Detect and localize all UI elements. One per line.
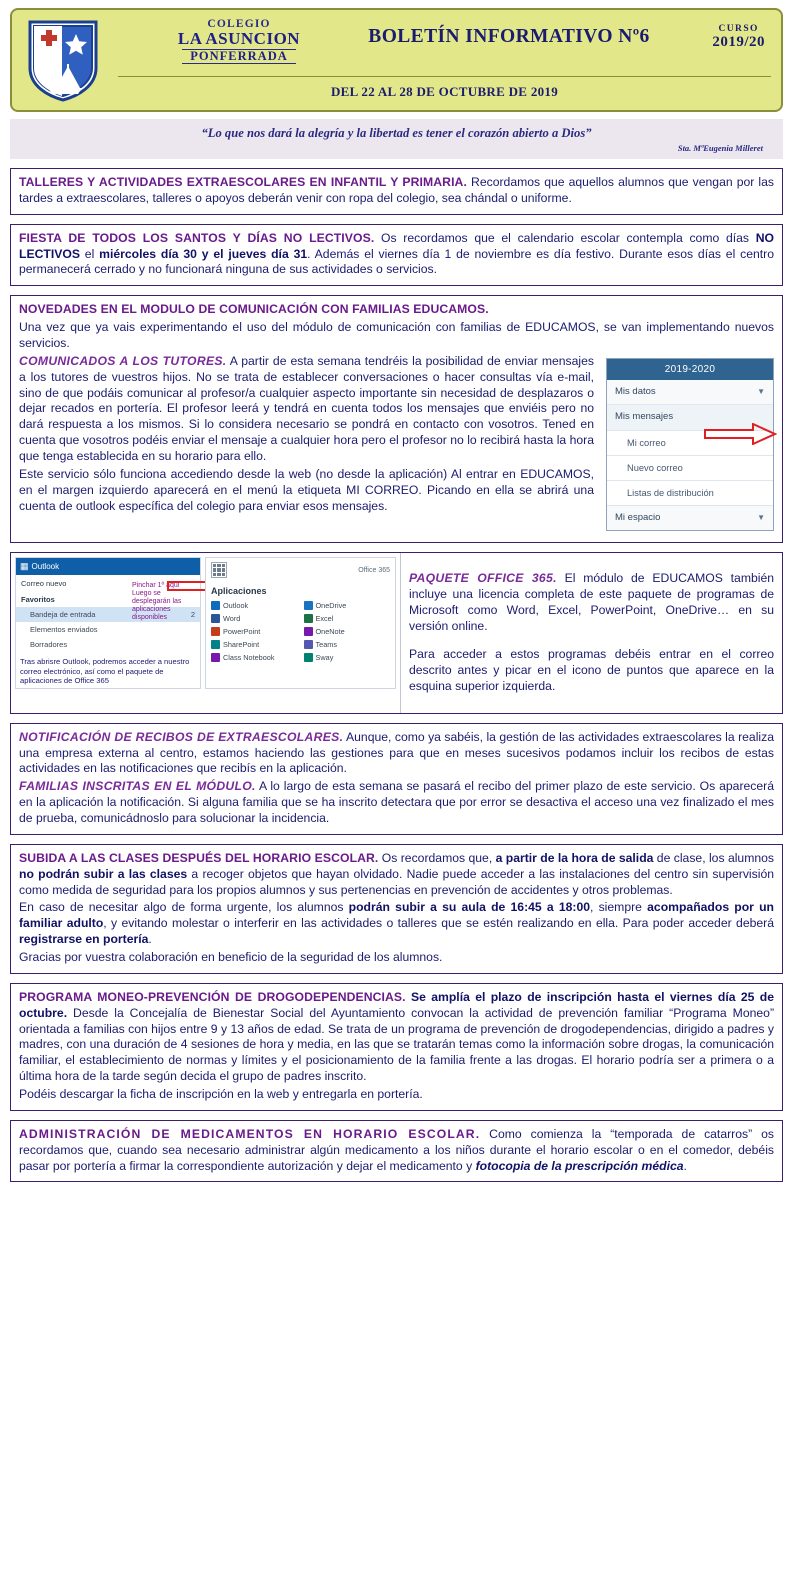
app-teams[interactable] xyxy=(304,640,391,649)
section-body-part: a recoger objetos que hayan olvidado. Nadie puede acceder a las instalaciones del centro sin supervisión como medida de seguridad para los propios alumnos y sus pertenencias en prevención de accidentes y otros problemas. xyxy=(19,866,774,897)
excel-app-icon xyxy=(304,614,313,623)
section-closing: Podéis descargar la ficha de inscripción en la web y entregarla en portería. xyxy=(19,1087,423,1102)
app-label: Class Notebook xyxy=(223,653,275,663)
app-launcher-pane xyxy=(205,557,396,688)
outlook-titlebar xyxy=(16,558,200,575)
section-body: Recordamos que aquellos alumnos que vengan por las tardes a extraescolares, talleres o apoyos deberán venir con ropa del colegio, sea chándal o uniforme. xyxy=(19,175,774,205)
sharepoint-app-icon xyxy=(211,640,220,649)
section-body-part: Desde la Concejalía de Bienestar Social del Ayuntamiento convocan la actividad de prevención familiar “Programa Moneo” orientada a familias con hijos entre 9 y 13 años de edad. Se trata de un programa de prevención de drogodependencias, dirigido a padres y madres, con una duración de 4 sesiones de hora y media, en las que se tratarán temas como la información sobre drogas, la comunicación familiar, el establecimiento de normas y límites y el posicionamiento de la familia frente a las drogas. El horario podría ser a primera o a última hora de la tarde según decida el grupo de padres inscrito. xyxy=(19,1005,774,1084)
school-name: COLEGIO LA ASUNCION PONFERRADA xyxy=(177,18,301,63)
subsection-body: El módulo de EDUCAMOS también incluye una licencia completa de este paquete de programas de Microsoft como Word, Excel, PowerPoint, OneDrive… en su versión online. xyxy=(409,571,775,633)
app-label: PowerPoint xyxy=(223,627,261,637)
emphasis-dias: miércoles día 30 y el jueves día 31 xyxy=(99,246,308,261)
subsection-body-2: A lo largo de esta semana se pasará el recibo del primer plazo de este servicio. Os aparecerá en la aplicación la notificación. Si alguna familia que se ha inscrito detectara que por error se desactiva el acceso una vez finalizado el mes de prueba, comunicádnoslo para solucionar la incidencia. xyxy=(19,779,774,826)
new-mail-label: Correo nuevo xyxy=(21,579,67,589)
header-divider xyxy=(118,76,771,77)
crest-icon xyxy=(26,18,100,102)
folder-count: 2 xyxy=(190,610,195,620)
app-onenote[interactable] xyxy=(304,627,391,636)
class-notebook-app-icon xyxy=(211,653,220,662)
menu-item-label: Mis datos xyxy=(615,385,656,397)
chevron-down-icon: ▼ xyxy=(757,386,765,396)
menu-item-nuevo-correo[interactable] xyxy=(607,456,773,481)
subsection-body-1: Aunque, como ya sabéis, la gestión de las actividades extraescolares la realiza una empresa externa al centro, estamos haciendo las gestiones para que en meses sucesivos podamos incluir los recibos de estas actividades en las notificaciones que recibís en la aplicación. xyxy=(19,729,774,776)
powerpoint-app-icon xyxy=(211,627,220,636)
subsection-body: A partir de esta semana tendréis la posibilidad de enviar mensajes a los tutores de vuestros hijos. No se trata de establecer conversaciones o hacer consultas vía e-mail, sino de que podáis comunicar al profesor/a cualquier aspecto importante sin necesidad de desplazaros o dejar recados en portería. El profesor leerá y tendrá en cuenta todos los mensajes que enviéis pero no dará respuesta a los mismos. Si lo considera necesario se pondrá en contacto con vosotros. Tened en cuenta que vosotros podéis enviar el mensaje a cualquier hora pero el profesor no lo recibirá hasta la hora que tenga establecida en su horario para ello. xyxy=(19,353,594,464)
section-heading: NOVEDADES EN EL MODULO DE COMUNICACIÓN CON FAMILIAS EDUCAMOS. xyxy=(19,302,489,317)
section-body-part: . xyxy=(148,932,152,947)
chevron-down-icon: ▼ xyxy=(757,512,765,522)
header-date-range: DEL 22 AL 28 DE OCTUBRE DE 2019 xyxy=(330,84,559,99)
waffle-grid-icon[interactable] xyxy=(211,562,227,578)
emphasis-hora-salida: a partir de la hora de salida xyxy=(495,850,654,865)
educamos-menu-screenshot xyxy=(606,358,774,531)
app-excel[interactable] xyxy=(304,614,391,623)
section-intro: Una vez que ya vais experimentando el uso del módulo de comunicación con familias de EDUCAMOS, se van implementando nuevos servicios. xyxy=(19,320,774,351)
favorites-header: Favoritos xyxy=(21,595,55,605)
menu-item-mis-datos[interactable] xyxy=(607,380,773,405)
emphasis-plazo: Se amplía el plazo de inscripción hasta el viernes día 25 de octubre. xyxy=(19,989,774,1020)
folder-sent[interactable] xyxy=(16,622,200,637)
section-body-part: el xyxy=(79,246,100,261)
section-moneo xyxy=(10,983,783,1111)
emphasis-no-lectivos: NO LECTIVOS xyxy=(19,230,774,261)
outlook-pane xyxy=(15,557,201,688)
word-app-icon xyxy=(211,614,220,623)
section-body-part: , y evitando molestar o interferir en las actividades o talleres que se estén realizando en ella. Para poder acceder deberá xyxy=(103,916,774,931)
app-onedrive[interactable] xyxy=(304,601,391,610)
outlook-app-icon xyxy=(211,601,220,610)
app-powerpoint[interactable] xyxy=(211,627,298,636)
menu-item-label: Mi correo xyxy=(627,437,666,448)
document-header xyxy=(10,8,783,112)
subsection-heading: PAQUETE OFFICE 365. xyxy=(409,571,557,586)
subsection-heading-2: FAMILIAS INSCRITAS EN EL MÓDULO. xyxy=(19,779,256,794)
office365-label: Office 365 xyxy=(358,566,390,574)
course-badge: CURSO 2019/20 xyxy=(712,24,765,50)
emphasis-fotocopia: fotocopia de la prescripción médica xyxy=(475,1158,684,1173)
onedrive-app-icon xyxy=(304,601,313,610)
app-label: Outlook xyxy=(223,601,249,611)
menu-item-label: Nuevo correo xyxy=(627,462,683,473)
page-title: BOLETÍN INFORMATIVO Nº6 xyxy=(368,26,650,47)
app-label: Sway xyxy=(315,653,334,663)
red-arrow-annotation-icon xyxy=(703,423,777,445)
section-talleres xyxy=(10,168,783,215)
sway-app-icon xyxy=(304,653,313,662)
section-office365 xyxy=(10,552,783,714)
teams-app-icon xyxy=(304,640,313,649)
emphasis-no-podran: no podrán subir a las clases xyxy=(19,866,188,881)
onenote-app-icon xyxy=(304,627,313,636)
folder-label: Bandeja de entrada xyxy=(30,610,96,620)
section-recibos xyxy=(10,723,783,835)
section-closing: Gracias por vuestra colaboración en beneficio de la seguridad de los alumnos. xyxy=(19,950,443,965)
section-heading: ADMINISTRACIÓN DE MEDICAMENTOS EN HORARIO ESCOLAR. xyxy=(19,1126,481,1141)
section-fiesta xyxy=(10,224,783,287)
menu-item-mi-espacio[interactable] xyxy=(607,506,773,530)
app-sway[interactable] xyxy=(304,653,391,662)
menu-item-listas-distribucion[interactable] xyxy=(607,481,773,506)
apps-grid xyxy=(211,601,390,662)
section-body-part: . xyxy=(683,1158,687,1173)
subsection-heading: COMUNICADOS A LOS TUTORES. xyxy=(19,353,227,368)
outlook-brand-label: Outlook xyxy=(31,562,60,572)
app-label: Teams xyxy=(315,640,337,650)
section-heading: SUBIDA A LAS CLASES DESPUÉS DEL HORARIO ESCOLAR. xyxy=(19,850,379,865)
section-subida xyxy=(10,844,783,974)
emphasis-horario-aula: podrán subir a su aula de 16:45 a 18:00 xyxy=(348,900,591,915)
section-medicamentos xyxy=(10,1120,783,1183)
section-heading: FIESTA DE TODOS LOS SANTOS Y DÍAS NO LECTIVOS. xyxy=(19,230,375,245)
apps-title: Aplicaciones xyxy=(211,586,267,597)
folder-label: Borradores xyxy=(30,640,68,650)
app-label: Excel xyxy=(315,614,334,624)
section-body-part: de clase, los alumnos xyxy=(653,850,775,865)
quote-author: Sta. MªEugenia Milleret xyxy=(677,143,763,153)
section-heading: TALLERES Y ACTIVIDADES EXTRAESCOLARES EN INFANTIL Y PRIMARIA. xyxy=(19,175,467,189)
school-crest xyxy=(12,10,108,110)
app-label: OneNote xyxy=(315,627,345,637)
app-sharepoint[interactable] xyxy=(211,640,298,649)
emphasis-registrarse: registrarse en portería xyxy=(19,932,149,947)
section-educamos xyxy=(10,295,783,543)
section-body-part: Os recordamos que, xyxy=(378,850,496,865)
section-heading: PROGRAMA MONEO-PREVENCIÓN DE DROGODEPENDENCIAS. xyxy=(19,989,406,1004)
app-class-notebook[interactable] xyxy=(211,653,298,662)
menu-item-label: Listas de distribución xyxy=(627,487,714,498)
waffle-icon[interactable]: ▦ xyxy=(20,561,28,572)
section-body-part: En caso de necesitar algo de forma urgente, los alumnos xyxy=(19,900,349,915)
quote-band xyxy=(10,119,783,159)
app-outlook[interactable] xyxy=(211,601,298,610)
app-label: OneDrive xyxy=(315,601,347,611)
subsection-body-2: Este servicio sólo funciona accediendo desde la web (no desde la aplicación) Al entrar en EDUCAMOS, en el margen izquierdo aparecerá en el menú la etiqueta MI CORREO. Picando en ella se abrirá una cuenta de outlook específica del colegio para enviar esos mensajes. xyxy=(19,466,594,513)
office365-screenshot xyxy=(11,553,401,713)
subsection-body-2: Para acceder a estos programas debéis entrar en el correo descrito antes y picar en el icono de puntos que aparece en la esquina superior izquierda. xyxy=(409,646,774,693)
quote-text: “Lo que nos dará la alegría y la libertad es tener el corazón abierto a Dios” xyxy=(201,126,592,140)
folder-label: Elementos enviados xyxy=(30,625,98,635)
menu-item-label: Mis mensajes xyxy=(615,411,674,423)
screenshot-caption: Tras abrisre Outlook, podremos acceder a nuestro correo electrónico, así como el paquete de aplicaciones de Office 365 xyxy=(20,657,190,686)
menu-year-header: 2019-2020 xyxy=(607,359,773,380)
office365-text xyxy=(401,553,782,713)
app-word[interactable] xyxy=(211,614,298,623)
folder-drafts[interactable] xyxy=(16,637,200,652)
section-body-part: Os recordamos que el calendario escolar contempla como días xyxy=(374,230,756,245)
app-label: SharePoint xyxy=(223,640,260,650)
subsection-heading-1: NOTIFICACIÓN DE RECIBOS DE EXTRAESCOLARES. xyxy=(19,729,344,744)
menu-item-label: Mi espacio xyxy=(615,511,661,523)
app-label: Word xyxy=(223,614,241,624)
section-body-part: . Además el viernes día 1 de noviembre es día festivo. Durante esos días el centro permanecerá cerrado y no funcionará ninguna de sus actividades o servicios. xyxy=(19,246,774,277)
annotation-pinchar-text: Pinchar 1º aquí xyxy=(132,582,180,590)
emphasis-acompanados: acompañados por un familiar adulto xyxy=(19,900,774,931)
section-body-part: , siempre xyxy=(590,900,648,915)
section-body-part: Como comienza la “temporada de catarros” os recordamos que, cuando sea necesario administrar algún medicamento a los niños durante el horario escolar o en el comedor, debéis pasar por portería a firmar la correspondiente autorización y dejar el medicamento y xyxy=(19,1126,774,1173)
annotation-luego-text: Luego se desplegarán las aplicaciones disponibles xyxy=(132,590,182,622)
